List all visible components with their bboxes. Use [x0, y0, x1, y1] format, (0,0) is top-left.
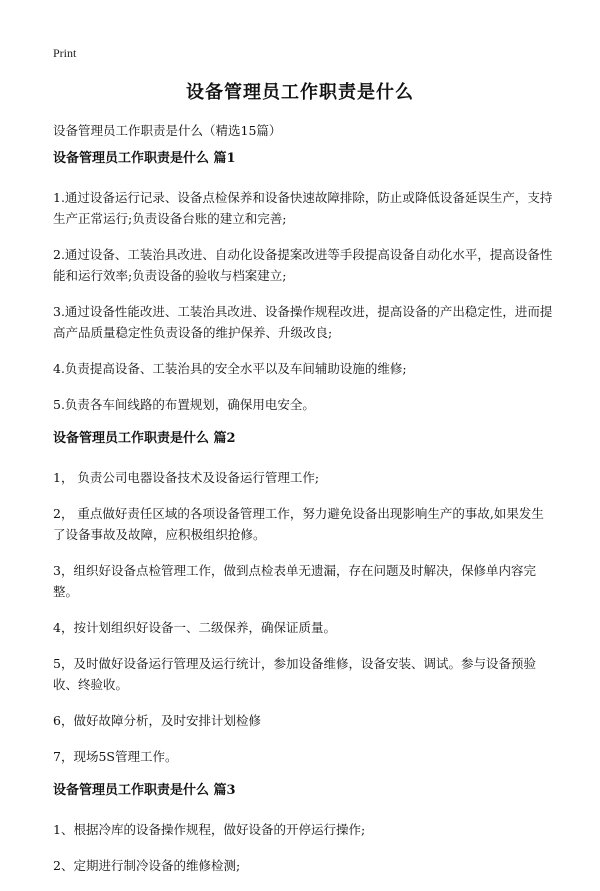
- paragraph: 1， 负责公司电器设备技术及设备运行管理工作;: [53, 470, 320, 485]
- section-heading: 设备管理员工作职责是什么 篇2: [53, 431, 236, 446]
- document-intro: 设备管理员工作职责是什么（精选15篇）: [53, 123, 282, 138]
- paragraph: 3.通过设备性能改进、工装治具改进、设备操作规程改进，提高设备的产出稳定性，进而提高产品质量稳定性负责设备的维护保养、升级改良;: [53, 304, 553, 340]
- section-heading: 设备管理员工作职责是什么 篇1: [53, 151, 236, 166]
- section-heading: 设备管理员工作职责是什么 篇3: [53, 783, 236, 798]
- section-2: [53, 430, 553, 767]
- paragraph: 5.负责各车间线路的布置规划，确保用电安全。: [53, 397, 315, 412]
- paragraph: 1、根据冷库的设备操作规程，做好设备的开停运行操作;: [53, 822, 366, 837]
- paragraph: 2、定期进行制冷设备的维修检测;: [53, 858, 241, 873]
- page-title: 设备管理员工作职责是什么: [186, 82, 414, 103]
- paragraph: 2， 重点做好责任区域的各项设备管理工作，努力避免设备出现影响生产的事故,如果发生了设备事故及故障，应积极组织抢修。: [53, 506, 544, 542]
- paragraph: 3，组织好设备点检管理工作，做到点检表单无遗漏，存在问题及时解决，保修单内容完整。: [53, 563, 536, 599]
- paragraph: 4.负责提高设备、工装治具的安全水平以及车间辅助设施的维修;: [53, 361, 407, 376]
- paragraph: 4，按计划组织好设备一、二级保养，确保证质量。: [53, 620, 336, 635]
- paragraph: 5，及时做好设备运行管理及运行统计，参加设备维修，设备安装、调试。参与设备预验收、终验收。: [53, 656, 536, 692]
- print-link[interactable]: Print: [53, 46, 77, 60]
- section-3: [53, 782, 553, 876]
- section-1: [53, 150, 553, 415]
- paragraph: 1.通过设备运行记录、设备点检保养和设备快速故障排除，防止或降低设备延误生产，支持生产正常运行;负责设备台账的建立和完善;: [53, 190, 553, 226]
- paragraph: 7，现场5S管理工作。: [53, 749, 178, 764]
- paragraph: 6，做好故障分析，及时安排计划检修: [53, 713, 261, 728]
- document-body: [53, 150, 553, 891]
- paragraph: 2.通过设备、工装治具改进、自动化设备提案改进等手段提高设备自动化水平，提高设备性能和运行效率;负责设备的验收与档案建立;: [53, 247, 553, 283]
